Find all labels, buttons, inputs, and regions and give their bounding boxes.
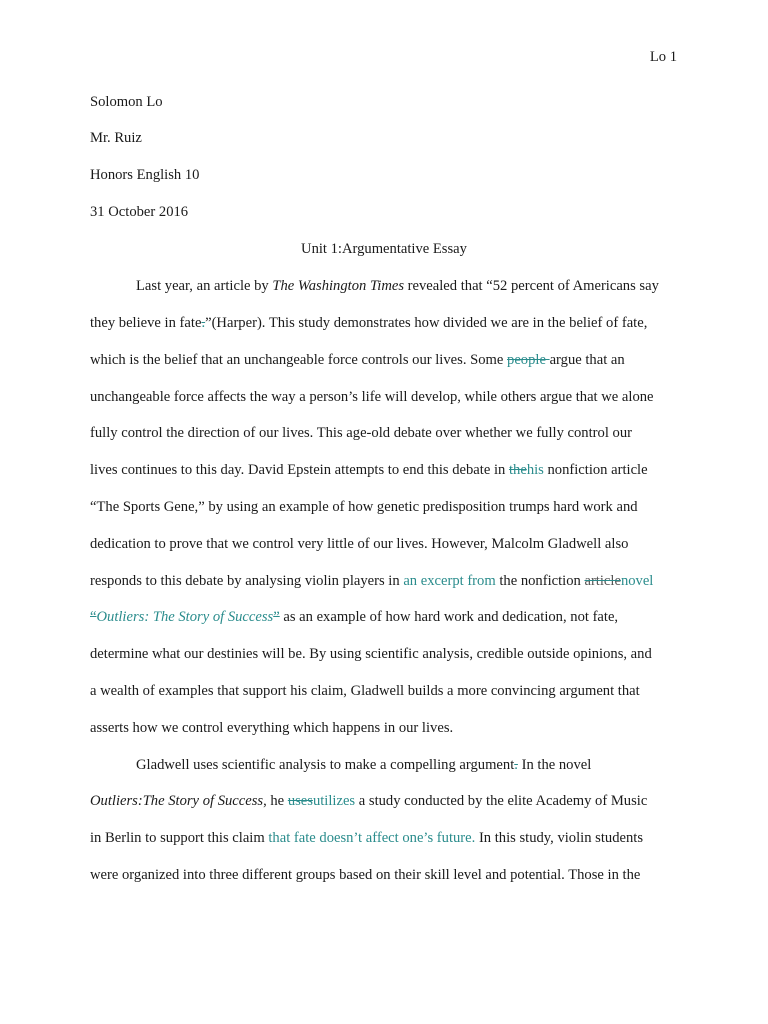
tracked-insertion: his — [526, 462, 544, 478]
body-line — [90, 793, 647, 810]
tracked-deletion: people — [507, 352, 550, 368]
tracked-deletion: . — [201, 315, 206, 331]
text-run: In the novel — [521, 757, 592, 773]
body-line: were organized into three different groups based on their skill level and potential. Those in the — [90, 867, 641, 883]
text-run: , he — [263, 793, 288, 809]
body-line: dedication to prove that we control very little of our lives. However, Malcolm Gladwell also — [90, 536, 629, 552]
body-line — [90, 573, 653, 590]
book-title: Outliers:The Story of Success — [90, 793, 264, 809]
body-line — [90, 352, 625, 369]
body-line: fully control the direction of our lives. This age-old debate over whether we fully control our — [90, 425, 632, 441]
essay-date: 31 October 2016 — [90, 204, 189, 220]
body-line: determine what our destinies will be. By using scientific analysis, credible outside opinions, and — [90, 646, 652, 662]
teacher-name: Mr. Ruiz — [90, 130, 142, 146]
tracked-deletion: ” — [273, 609, 280, 625]
body-line — [136, 757, 591, 774]
text-run: the nonfiction — [495, 573, 585, 589]
text-run: In this study, violin students — [475, 830, 643, 846]
text-run: they believe in fate — [90, 315, 202, 331]
text-run: lives continues to this day. David Epstein attempts to end this debate in — [90, 462, 509, 478]
text-run: in Berlin to support this claim — [90, 830, 269, 846]
body-line: “The Sports Gene,” by using an example of how genetic predisposition trumps hard work and — [90, 499, 638, 515]
tracked-insertion: that fate doesn’t affect one’s future. — [268, 830, 476, 846]
text-run: a study conducted by the elite Academy of Music — [355, 793, 648, 809]
text-run: responds to this debate by analysing violin players in — [90, 573, 404, 589]
page-number-header: Lo 1 — [649, 49, 677, 65]
tracked-deletion: . — [514, 757, 518, 773]
tracked-insertion: novel — [620, 573, 654, 589]
text-run: Last year, an article by — [136, 278, 273, 294]
tracked-insertion: utilizes — [312, 793, 356, 809]
tracked-deletion: the — [508, 462, 527, 478]
publication-title: The Washington Times — [272, 278, 405, 294]
body-line — [90, 315, 647, 332]
body-line — [90, 462, 648, 479]
body-line — [90, 830, 643, 847]
body-line — [90, 609, 618, 626]
course-name: Honors English 10 — [90, 167, 200, 183]
tracked-insertion: an excerpt from — [403, 573, 496, 589]
text-run: as an example of how hard work and dedication, not fate, — [279, 609, 619, 625]
student-name: Solomon Lo — [90, 94, 163, 110]
body-line: asserts how we control everything which happens in our lives. — [90, 720, 454, 736]
text-run: revealed that “52 percent of Americans say — [404, 278, 659, 294]
tracked-insertion: Outliers: The Story of Success — [96, 609, 274, 625]
essay-title: Unit 1:Argumentative Essay — [301, 241, 467, 257]
text-run: argue that an — [549, 352, 625, 368]
text-run: which is the belief that an unchangeable force controls our lives. Some — [90, 352, 508, 368]
text-run: Gladwell uses scientific analysis to make a compelling argument — [136, 757, 515, 773]
tracked-deletion: uses — [287, 793, 313, 809]
tracked-deletion: article — [584, 573, 621, 589]
text-run: nonfiction article — [543, 462, 648, 478]
body-line: unchangeable force affects the way a person’s life will develop, while others argue that we alone — [90, 389, 654, 405]
tracked-deletion: “ — [90, 609, 97, 625]
body-line: a wealth of examples that support his claim, Gladwell builds a more convincing argument that — [90, 683, 640, 699]
body-line — [136, 278, 659, 295]
text-run: ”(Harper). This study demonstrates how divided we are in the belief of fate, — [205, 315, 648, 331]
